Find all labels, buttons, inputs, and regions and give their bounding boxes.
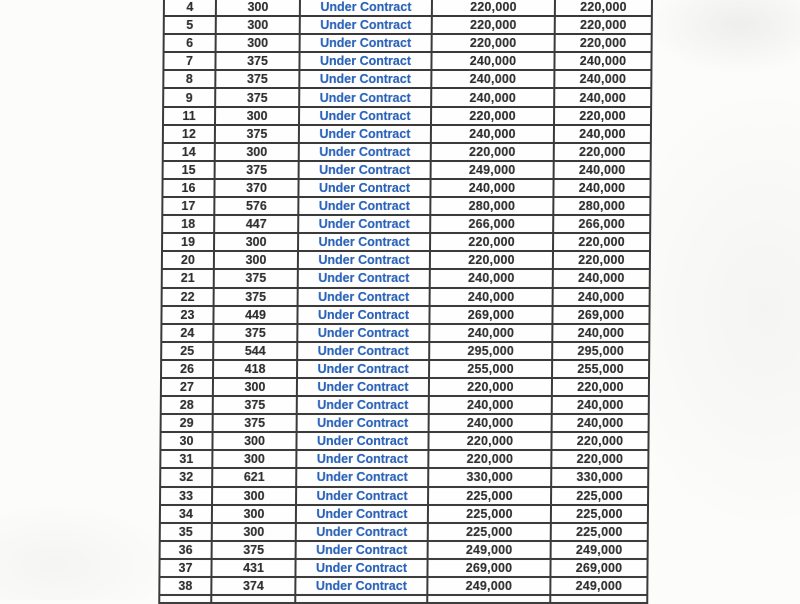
- cell-unit-number: 33: [160, 487, 212, 505]
- cell-area: 621: [212, 468, 296, 486]
- table-row: [163, 125, 651, 143]
- cell-price-1: 295,000: [429, 342, 552, 360]
- cell-price-2: 255,000: [552, 360, 649, 378]
- cell-unit-number: 20: [162, 251, 214, 269]
- cell-price-2: 240,000: [552, 396, 649, 414]
- cell-unit-number: 7: [163, 52, 215, 70]
- cell-price-1: 266,000: [430, 215, 553, 233]
- table-row: [162, 251, 650, 269]
- cell-area: 300: [212, 523, 296, 541]
- cell-area: 300: [212, 450, 296, 468]
- table-row: [164, 16, 652, 34]
- cell-price-1: 225,000: [428, 505, 551, 523]
- cell-price-2: 240,000: [554, 52, 651, 70]
- cell-unit-number: 11: [163, 107, 215, 125]
- table-row: [161, 378, 649, 396]
- cell-price-1: 220,000: [432, 0, 555, 16]
- table-row: [163, 70, 651, 88]
- cell-area: 375: [215, 161, 299, 179]
- cell-status: Under Contract: [299, 161, 431, 179]
- cell-price-2: 220,000: [555, 16, 652, 34]
- table-row: [161, 396, 649, 414]
- cell-price-2: 249,000: [550, 577, 647, 595]
- cell-status: Under Contract: [297, 378, 429, 396]
- cell-price-1: 240,000: [431, 125, 554, 143]
- cell-price-1: 280,000: [430, 197, 553, 215]
- cell-status: Under Contract: [299, 52, 431, 70]
- cell-price-2: 220,000: [555, 0, 652, 16]
- cell-price-1: 220,000: [430, 233, 553, 251]
- cell-area: 300: [215, 143, 299, 161]
- cell-area: 576: [214, 197, 298, 215]
- cell-price-1: 220,000: [431, 107, 554, 125]
- cell-price-1: 269,000: [429, 306, 552, 324]
- cell-unit-number: 28: [161, 396, 213, 414]
- cell-area: 374: [211, 577, 295, 595]
- cell-unit-number: 29: [161, 414, 213, 432]
- cell-unit-number: 6: [164, 34, 216, 52]
- cell-price-1: 255,000: [429, 360, 552, 378]
- cell-unit-number: 37: [159, 559, 211, 577]
- cell-unit-number: 16: [162, 179, 214, 197]
- table-row: [161, 306, 649, 324]
- table-body: [159, 0, 652, 603]
- cell-area: 375: [215, 70, 299, 88]
- cell-area: 300: [214, 251, 298, 269]
- table-row: [159, 577, 647, 595]
- cell-area: 300: [212, 505, 296, 523]
- cell-status: Under Contract: [295, 577, 427, 595]
- table-row: [161, 342, 649, 360]
- empty-cell: [211, 595, 295, 603]
- cell-status: Under Contract: [299, 143, 431, 161]
- table-row: [161, 324, 649, 342]
- cell-status: Under Contract: [299, 125, 431, 143]
- cell-unit-number: 24: [161, 324, 213, 342]
- cell-unit-number: 23: [161, 306, 213, 324]
- table-row: [160, 541, 648, 559]
- cell-price-2: 220,000: [551, 432, 648, 450]
- empty-cell: [295, 595, 427, 603]
- table-row: [164, 0, 652, 16]
- cell-price-2: 295,000: [552, 342, 649, 360]
- cell-price-2: 240,000: [553, 179, 650, 197]
- table-row: [160, 450, 648, 468]
- cell-price-1: 220,000: [431, 143, 554, 161]
- cell-unit-number: 18: [162, 215, 214, 233]
- cell-status: Under Contract: [298, 197, 430, 215]
- cell-unit-number: 9: [163, 88, 215, 106]
- cell-area: 449: [213, 306, 297, 324]
- cell-status: Under Contract: [298, 251, 430, 269]
- cell-price-1: 240,000: [430, 179, 553, 197]
- cell-area: 375: [214, 269, 298, 287]
- cell-unit-number: 31: [160, 450, 212, 468]
- cell-status: Under Contract: [297, 396, 429, 414]
- cell-area: 300: [213, 378, 297, 396]
- cell-status: Under Contract: [298, 288, 430, 306]
- cell-status: Under Contract: [296, 468, 428, 486]
- cell-price-2: 249,000: [551, 541, 648, 559]
- cell-unit-number: 22: [162, 288, 214, 306]
- cell-area: 447: [214, 215, 298, 233]
- table-row: [163, 143, 651, 161]
- cell-status: Under Contract: [297, 324, 429, 342]
- cell-area: 300: [212, 487, 296, 505]
- cell-price-2: 220,000: [552, 378, 649, 396]
- table-row: [164, 34, 652, 52]
- cell-price-1: 240,000: [429, 396, 552, 414]
- cell-price-1: 220,000: [430, 251, 553, 269]
- cell-price-1: 225,000: [428, 487, 551, 505]
- cell-price-1: 240,000: [431, 88, 554, 106]
- cell-unit-number: 32: [160, 468, 212, 486]
- cell-area: 300: [214, 233, 298, 251]
- cell-unit-number: 27: [161, 378, 213, 396]
- cell-status: Under Contract: [299, 70, 431, 88]
- table-row: [163, 161, 651, 179]
- cell-price-1: 220,000: [428, 432, 551, 450]
- cell-price-2: 220,000: [555, 34, 652, 52]
- cell-area: 300: [216, 0, 300, 16]
- cell-status: Under Contract: [298, 215, 430, 233]
- cell-area: 375: [213, 414, 297, 432]
- cell-unit-number: 38: [159, 577, 211, 595]
- cell-price-1: 240,000: [429, 414, 552, 432]
- cell-status: Under Contract: [295, 559, 427, 577]
- cell-price-2: 240,000: [554, 88, 651, 106]
- cell-unit-number: 14: [163, 143, 215, 161]
- cell-price-1: 240,000: [429, 324, 552, 342]
- table-row: [161, 360, 649, 378]
- cell-area: 300: [216, 16, 300, 34]
- cell-unit-number: 25: [161, 342, 213, 360]
- cell-area: 418: [213, 360, 297, 378]
- cell-status: Under Contract: [297, 360, 429, 378]
- table-row: [159, 559, 647, 577]
- cell-unit-number: 21: [162, 269, 214, 287]
- cell-area: 300: [216, 34, 300, 52]
- cell-price-1: 220,000: [429, 378, 552, 396]
- cell-area: 375: [215, 125, 299, 143]
- cell-area: 375: [212, 541, 296, 559]
- table-row: [162, 215, 650, 233]
- table-row: [160, 468, 648, 486]
- cell-price-2: 220,000: [553, 251, 650, 269]
- cell-price-1: 240,000: [430, 269, 553, 287]
- table-row: [160, 487, 648, 505]
- cell-unit-number: 36: [160, 541, 212, 559]
- cell-area: 375: [213, 324, 297, 342]
- table-row: [160, 505, 648, 523]
- cell-price-1: 225,000: [428, 523, 551, 541]
- cell-price-2: 266,000: [553, 215, 650, 233]
- cell-price-1: 220,000: [432, 34, 555, 52]
- cell-status: Under Contract: [296, 450, 428, 468]
- cell-price-2: 269,000: [550, 559, 647, 577]
- cell-unit-number: 17: [162, 197, 214, 215]
- cell-unit-number: 15: [163, 161, 215, 179]
- table-row: [162, 288, 650, 306]
- table-row: [163, 52, 651, 70]
- cell-price-2: 225,000: [551, 505, 648, 523]
- cell-status: Under Contract: [298, 269, 430, 287]
- cell-price-2: 330,000: [551, 468, 648, 486]
- empty-cell: [159, 595, 211, 603]
- cell-price-2: 240,000: [553, 288, 650, 306]
- cell-area: 375: [213, 396, 297, 414]
- cell-price-2: 240,000: [552, 414, 649, 432]
- cell-status: Under Contract: [296, 487, 428, 505]
- cell-status: Under Contract: [296, 541, 428, 559]
- cell-price-2: 225,000: [551, 487, 648, 505]
- cell-price-1: 249,000: [427, 577, 550, 595]
- cell-area: 375: [215, 88, 299, 106]
- cell-price-2: 220,000: [554, 143, 651, 161]
- cell-price-2: 240,000: [554, 70, 651, 88]
- table-row: [163, 107, 651, 125]
- cell-status: Under Contract: [299, 88, 431, 106]
- cell-status: Under Contract: [296, 523, 428, 541]
- cell-unit-number: 35: [160, 523, 212, 541]
- table-row: [161, 414, 649, 432]
- table-row: [163, 88, 651, 106]
- empty-cell: [550, 595, 647, 603]
- table-container: [158, 0, 653, 604]
- cell-status: Under Contract: [296, 505, 428, 523]
- table-row: [160, 432, 648, 450]
- table-row: [162, 197, 650, 215]
- table-row: [162, 233, 650, 251]
- empty-cell: [427, 595, 550, 603]
- cell-price-1: 240,000: [431, 52, 554, 70]
- cell-price-1: 240,000: [431, 70, 554, 88]
- cell-status: Under Contract: [298, 233, 430, 251]
- cell-area: 544: [213, 342, 297, 360]
- cell-price-1: 220,000: [428, 450, 551, 468]
- cell-area: 375: [214, 288, 298, 306]
- table-row: [162, 269, 650, 287]
- cell-price-2: 240,000: [554, 161, 651, 179]
- cell-price-2: 220,000: [553, 233, 650, 251]
- cell-price-2: 225,000: [551, 523, 648, 541]
- cell-area: 375: [215, 52, 299, 70]
- cell-price-2: 269,000: [552, 306, 649, 324]
- cell-status: Under Contract: [300, 0, 432, 16]
- cell-status: Under Contract: [297, 414, 429, 432]
- cell-price-2: 280,000: [553, 197, 650, 215]
- cell-status: Under Contract: [300, 16, 432, 34]
- cell-price-2: 240,000: [552, 324, 649, 342]
- cell-price-1: 249,000: [431, 161, 554, 179]
- cell-status: Under Contract: [300, 34, 432, 52]
- cell-status: Under Contract: [299, 107, 431, 125]
- cell-area: 370: [214, 179, 298, 197]
- cell-price-1: 220,000: [432, 16, 555, 34]
- cell-status: Under Contract: [296, 432, 428, 450]
- cell-unit-number: 19: [162, 233, 214, 251]
- cell-status: Under Contract: [297, 342, 429, 360]
- cell-area: 300: [212, 432, 296, 450]
- cell-price-1: 240,000: [430, 288, 553, 306]
- cell-status: Under Contract: [297, 306, 429, 324]
- cell-unit-number: 34: [160, 505, 212, 523]
- unit-pricing-table: [158, 0, 653, 604]
- table-row: [162, 179, 650, 197]
- cell-price-2: 220,000: [554, 107, 651, 125]
- cell-area: 431: [211, 559, 295, 577]
- cell-area: 300: [215, 107, 299, 125]
- cell-unit-number: 8: [163, 70, 215, 88]
- table-row-partial: [159, 595, 647, 603]
- cell-price-2: 240,000: [554, 125, 651, 143]
- cell-price-1: 330,000: [428, 468, 551, 486]
- cell-unit-number: 5: [164, 16, 216, 34]
- cell-price-1: 269,000: [427, 559, 550, 577]
- cell-unit-number: 4: [164, 0, 216, 16]
- cell-price-2: 240,000: [553, 269, 650, 287]
- cell-status: Under Contract: [298, 179, 430, 197]
- cell-unit-number: 12: [163, 125, 215, 143]
- cell-price-2: 220,000: [551, 450, 648, 468]
- table-row: [160, 523, 648, 541]
- cell-unit-number: 30: [160, 432, 212, 450]
- cell-unit-number: 26: [161, 360, 213, 378]
- cell-price-1: 249,000: [428, 541, 551, 559]
